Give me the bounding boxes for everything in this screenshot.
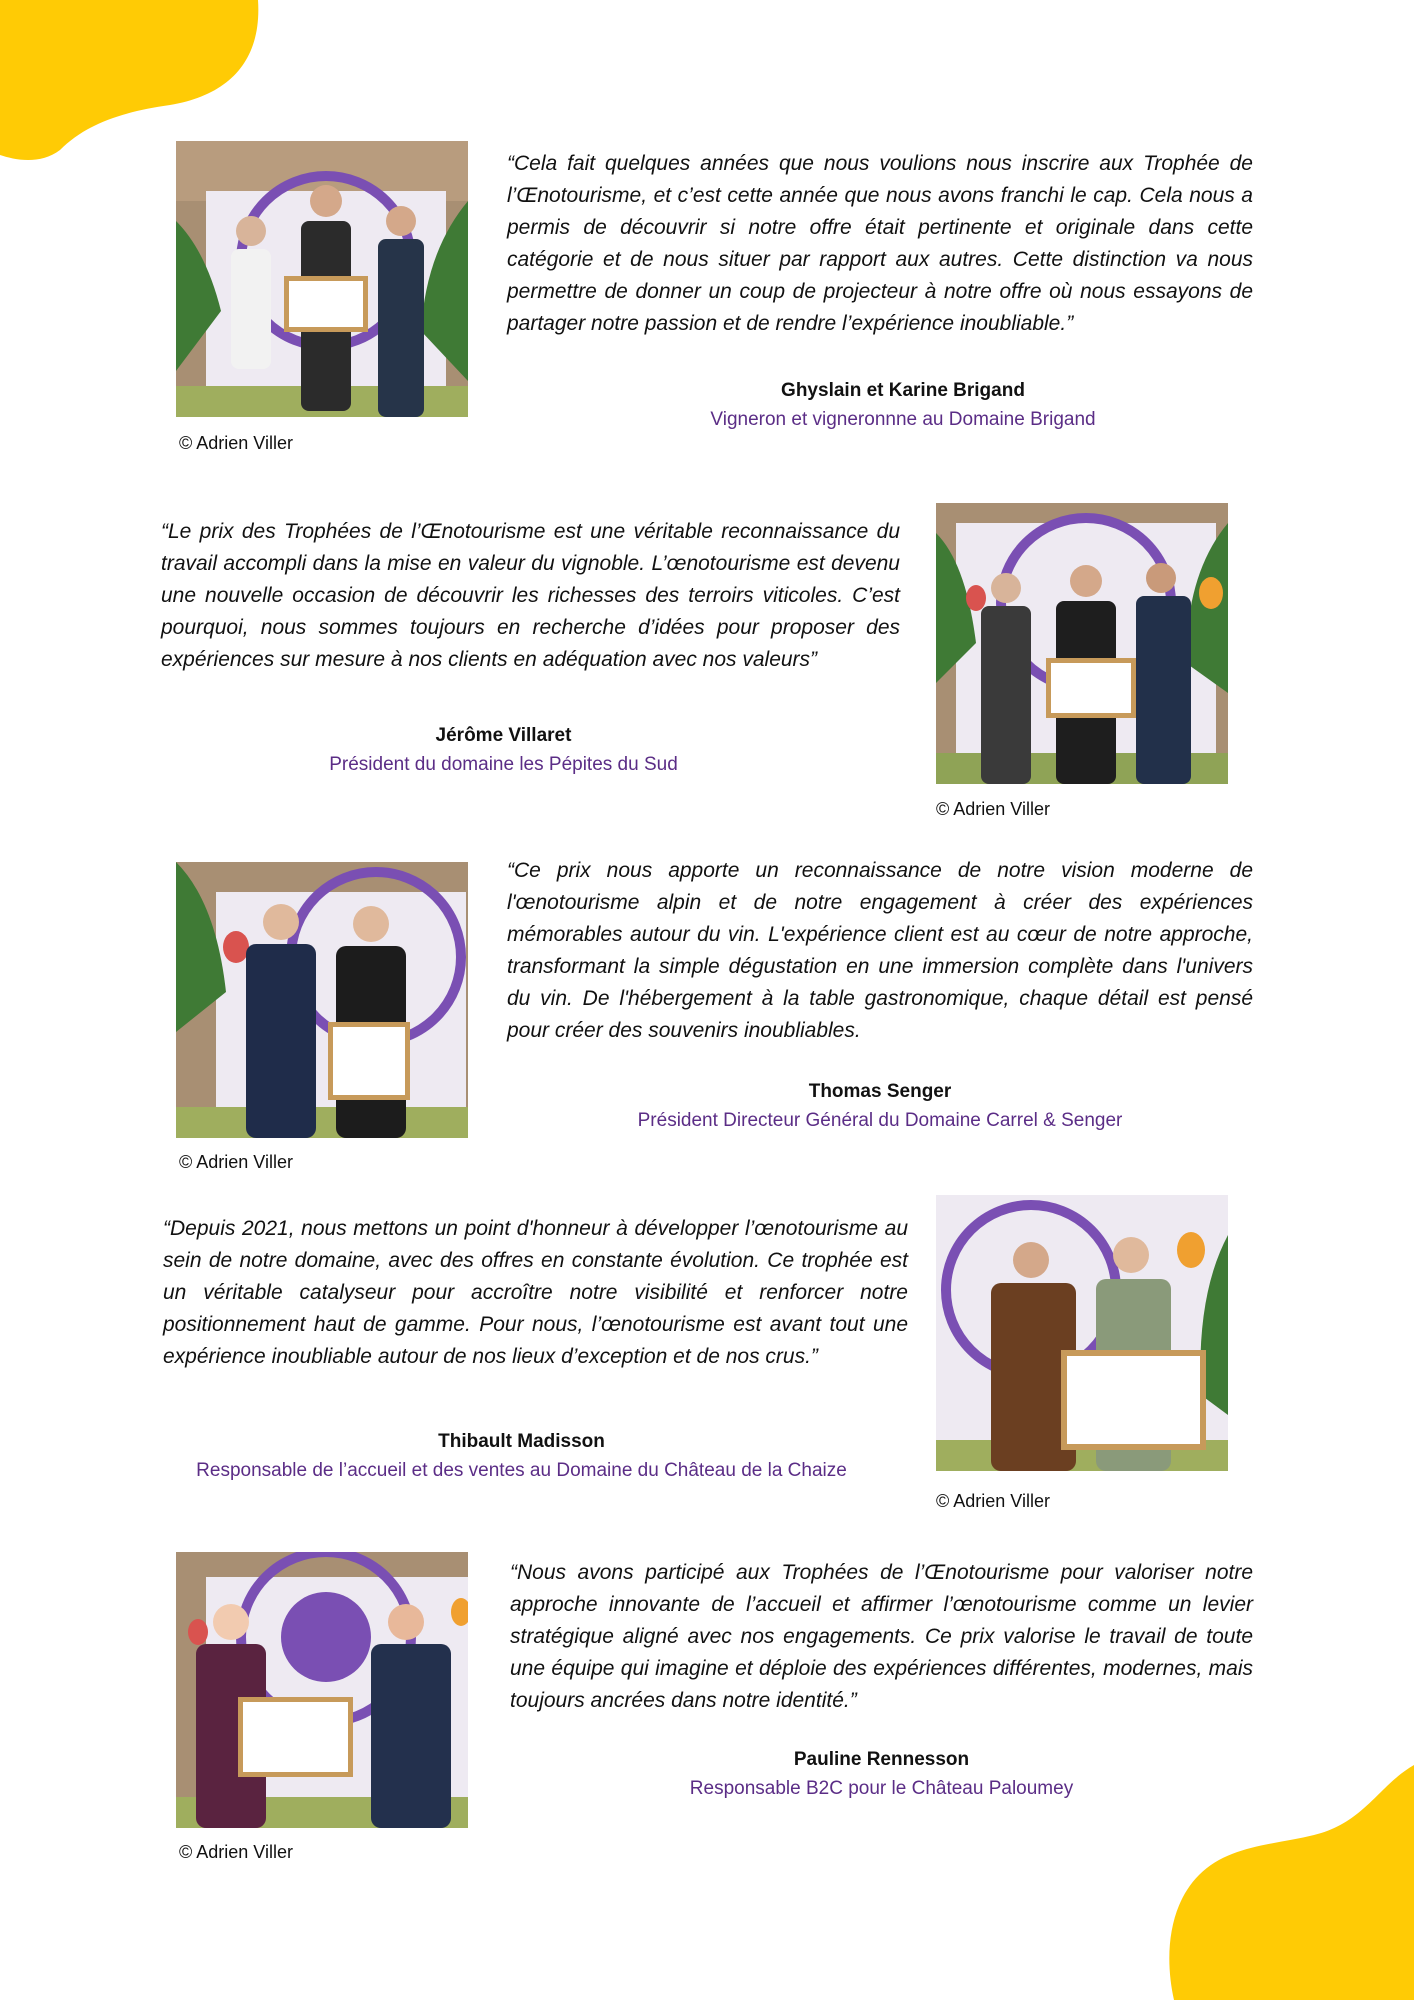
testimonial-author-name: Jérôme Villaret <box>435 725 572 746</box>
testimonial-author-name: Ghyslain et Karine Brigand <box>781 380 1025 401</box>
testimonial-author-name: Pauline Rennesson <box>793 1749 970 1770</box>
photo-credit: © Adrien Viller <box>936 799 1050 819</box>
photo-credit: © Adrien Viller <box>179 433 293 453</box>
testimonial-author-role: Président du domaine les Pépites du Sud <box>329 754 678 775</box>
photo-award-winners-3 <box>176 862 468 1138</box>
testimonial-quote: “Cela fait quelques années que nous voulions nous inscrire aux Trophée de l’Œnotourisme, et c’est cette année que nous avons franchi le cap. Cela nous a permis de découvrir si notre offre était pertinente et originale dans cette catégorie et de nous situer par rapport aux autres. Cette distinction va nous permettre de donner un coup de projecteur à notre offre où nous essayons de partager notre passion et de rendre l’expérience inoubliable.” <box>507 152 1253 335</box>
decorative-blob-bottom-right <box>1164 1765 1414 2000</box>
photo-award-winners-2 <box>936 503 1228 784</box>
testimonial-author-name: Thomas Senger <box>808 1081 952 1102</box>
testimonial-author-role: Président Directeur Général du Domaine Carrel & Senger <box>637 1110 1123 1131</box>
photo-credit: © Adrien Viller <box>936 1491 1050 1511</box>
testimonial-quote: “Le prix des Trophées de l’Œnotourisme est une véritable reconnaissance du travail accompli dans la mise en valeur du vignoble. L’œnotourisme est devenu une nouvelle occasion de découvrir les richesses des terroirs viticoles. C’est pourquoi, nous sommes toujours en recherche d’idées pour proposer des expériences sur mesure à nos clients en adéquation avec nos valeurs” <box>161 520 900 671</box>
testimonial-author-role: Vigneron et vigneronnne au Domaine Brigand <box>710 409 1096 430</box>
testimonial-author-role: Responsable B2C pour le Château Paloumey <box>689 1778 1074 1799</box>
photo-award-winners-4 <box>936 1195 1228 1471</box>
testimonial-quote: “Depuis 2021, nous mettons un point d'honneur à développer l’œnotourisme au sein de notre domaine, avec des offres en constante évolution. Ce trophée est un véritable catalyseur pour accroître notre visibilité et renforcer notre positionnement haut de gamme. Pour nous, l’œnotourisme est avant tout une expérience inoubliable autour de nos lieux d’exception et de nos crus.” <box>163 1217 908 1368</box>
photo-award-winners-1 <box>176 141 468 417</box>
testimonial-author-name: Thibault Madisson <box>438 1431 605 1452</box>
photo-credit: © Adrien Viller <box>179 1152 293 1172</box>
testimonial-quote: “Ce prix nous apporte un reconnaissance de notre vision moderne de l'œnotourisme alpin et de notre engagement à créer des expériences mémorables autour du vin. L'expérience client est au cœur de notre approche, transformant la simple dégustation en une immersion complète dans l'univers du vin. De l'hébergement à la table gastronomique, chaque détail est pensé pour créer des souvenirs inoubliables. <box>507 859 1253 1042</box>
testimonial-author-role: Responsable de l’accueil et des ventes au Domaine du Château de la Chaize <box>196 1460 847 1481</box>
photo-award-winners-5 <box>176 1552 468 1828</box>
photo-credit: © Adrien Viller <box>179 1842 293 1862</box>
testimonial-quote: “Nous avons participé aux Trophées de l’Œnotourisme pour valoriser notre approche innovante de l’accueil et affirmer l’œnotourisme comme un levier stratégique aligné avec nos engagements. Ce prix valorise le travail de toute une équipe qui imagine et déploie des expériences différentes, modernes, mais toujours ancrées dans notre identité.” <box>510 1561 1253 1712</box>
